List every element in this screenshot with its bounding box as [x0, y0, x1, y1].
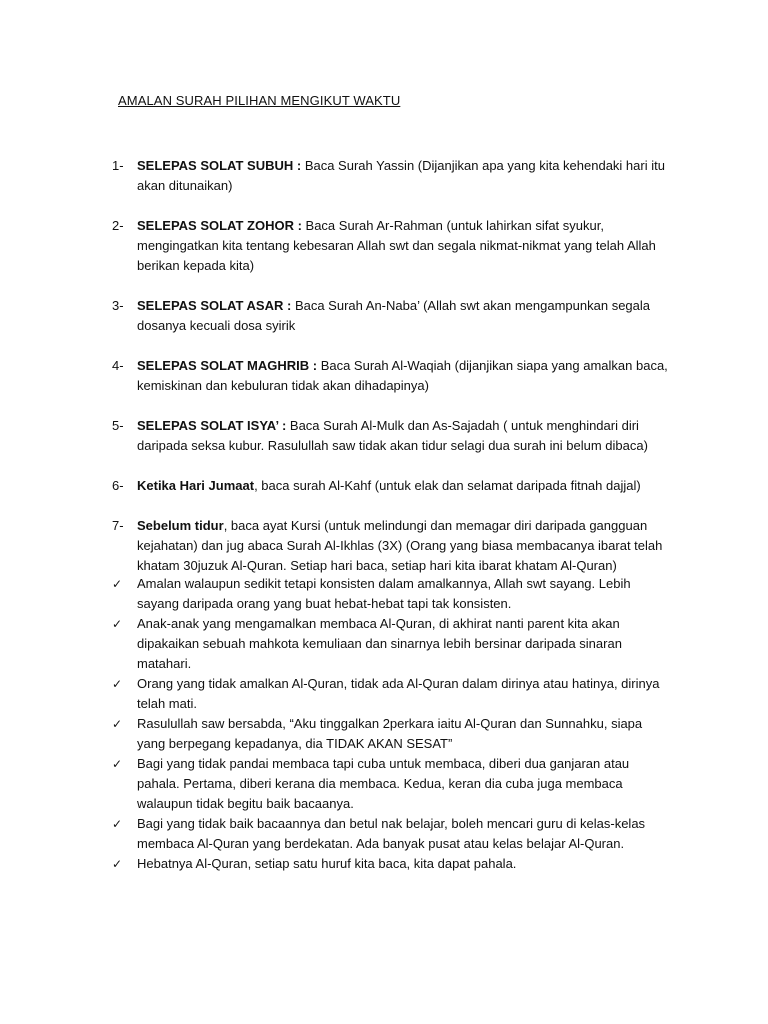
checkmark-list [112, 574, 672, 874]
item-heading: SELEPAS SOLAT ZOHOR : [137, 218, 302, 233]
check-item-text: Amalan walaupun sedikit tetapi konsisten dalam amalkannya, Allah swt sayang. Lebih sayang daripada orang yang buat hebat-hebat tapi tak konsisten. [137, 576, 631, 611]
item-heading: SELEPAS SOLAT MAGHRIB : [137, 358, 318, 373]
item-text: Baca Surah Ar-Rahman (untuk lahirkan sifat syukur, mengingatkan kita tentang kebesaran Allah swt dan segala nikmat-nikmat yang telah Allah berikan kepada kita) [137, 218, 656, 273]
item-heading: Ketika Hari Jumaat [137, 478, 255, 493]
list-item [112, 416, 672, 456]
check-list-item [112, 854, 672, 874]
item-text: Baca Surah Al-Mulk dan As-Sajadah ( untuk menghindari diri daripada seksa kubur. Rasulullah saw tidak akan tidur selagi dua surah ini belum dibaca) [137, 418, 648, 453]
list-item [112, 296, 672, 336]
item-heading: SELEPAS SOLAT SUBUH : [137, 158, 302, 173]
numbered-list [112, 156, 672, 596]
check-item-text: Orang yang tidak amalkan Al-Quran, tidak ada Al-Quran dalam dirinya atau hatinya, dirinya telah mati. [137, 676, 660, 711]
check-list-item [112, 814, 672, 854]
checkmark-icon: ✓ [112, 577, 123, 591]
check-list-item [112, 754, 672, 814]
check-list-item [112, 714, 672, 754]
check-list-item [112, 614, 672, 674]
checkmark-icon: ✓ [112, 817, 123, 831]
list-item [112, 156, 672, 196]
item-heading: SELEPAS SOLAT ASAR : [137, 298, 292, 313]
check-list-item [112, 674, 672, 714]
list-number: 3- [112, 298, 124, 313]
check-item-text: Hebatnya Al-Quran, setiap satu huruf kita baca, kita dapat pahala. [137, 856, 517, 871]
check-item-text: Bagi yang tidak pandai membaca tapi cuba untuk membaca, diberi dua ganjaran atau pahala. Pertama, diberi kerana dia membaca. Kedua, keran dia cuba juga membaca walaupun tidak begitu baik bacaanya. [137, 756, 630, 811]
item-text: , baca surah Al-Kahf (untuk elak dan selamat daripada fitnah dajjal) [254, 478, 641, 493]
check-list-item [112, 574, 672, 614]
list-item [112, 516, 672, 576]
check-item-text: Bagi yang tidak baik bacaannya dan betul nak belajar, boleh mencari guru di kelas-kelas membaca Al-Quran yang berdekatan. Ada banyak pusat atau kelas belajar Al-Quran. [137, 816, 646, 851]
checkmark-icon: ✓ [112, 677, 123, 691]
item-text: Baca Surah Yassin (Dijanjikan apa yang kita kehendaki hari itu akan ditunaikan) [137, 158, 665, 193]
list-item [112, 356, 672, 396]
list-number: 6- [112, 478, 124, 493]
item-text: Baca Surah An-Naba’ (Allah swt akan mengampunkan segala dosanya kecuali dosa syirik [137, 298, 651, 333]
document-title: AMALAN SURAH PILIHAN MENGIKUT WAKTU [118, 93, 401, 108]
list-item [112, 476, 672, 496]
checkmark-icon: ✓ [112, 757, 123, 771]
item-heading: Sebelum tidur [137, 518, 224, 533]
check-item-text: Rasulullah saw bersabda, “Aku tinggalkan 2perkara iaitu Al-Quran dan Sunnahku, siapa yang berpegang kepadanya, dia TIDAK AKAN SESAT” [137, 716, 643, 751]
item-heading: SELEPAS SOLAT ISYA’ : [137, 418, 287, 433]
checkmark-icon: ✓ [112, 617, 123, 631]
check-item-text: Anak-anak yang mengamalkan membaca Al-Quran, di akhirat nanti parent kita akan dipakaikan sebuah mahkota kemuliaan dan sinarnya lebih bersinar daripada sinaran matahari. [137, 616, 622, 671]
list-number: 4- [112, 358, 124, 373]
list-number: 1- [112, 158, 124, 173]
list-number: 7- [112, 518, 124, 533]
item-text: , baca ayat Kursi (untuk melindungi dan memagar diri daripada gangguan kejahatan) dan jug abaca Surah Al-Ikhlas (3X) (Orang yang biasa membacanya ibarat telah khatam 30juzuk Al-Quran. Setiap hari baca, setiap hari kita ibarat khatam Al-Quran) [137, 518, 663, 573]
checkmark-icon: ✓ [112, 717, 123, 731]
list-item [112, 216, 672, 276]
checkmark-icon: ✓ [112, 857, 123, 871]
item-text: Baca Surah Al-Waqiah (dijanjikan siapa yang amalkan baca, kemiskinan dan kebuluran tidak akan dihadapinya) [137, 358, 668, 393]
list-number: 5- [112, 418, 124, 433]
list-number: 2- [112, 218, 124, 233]
